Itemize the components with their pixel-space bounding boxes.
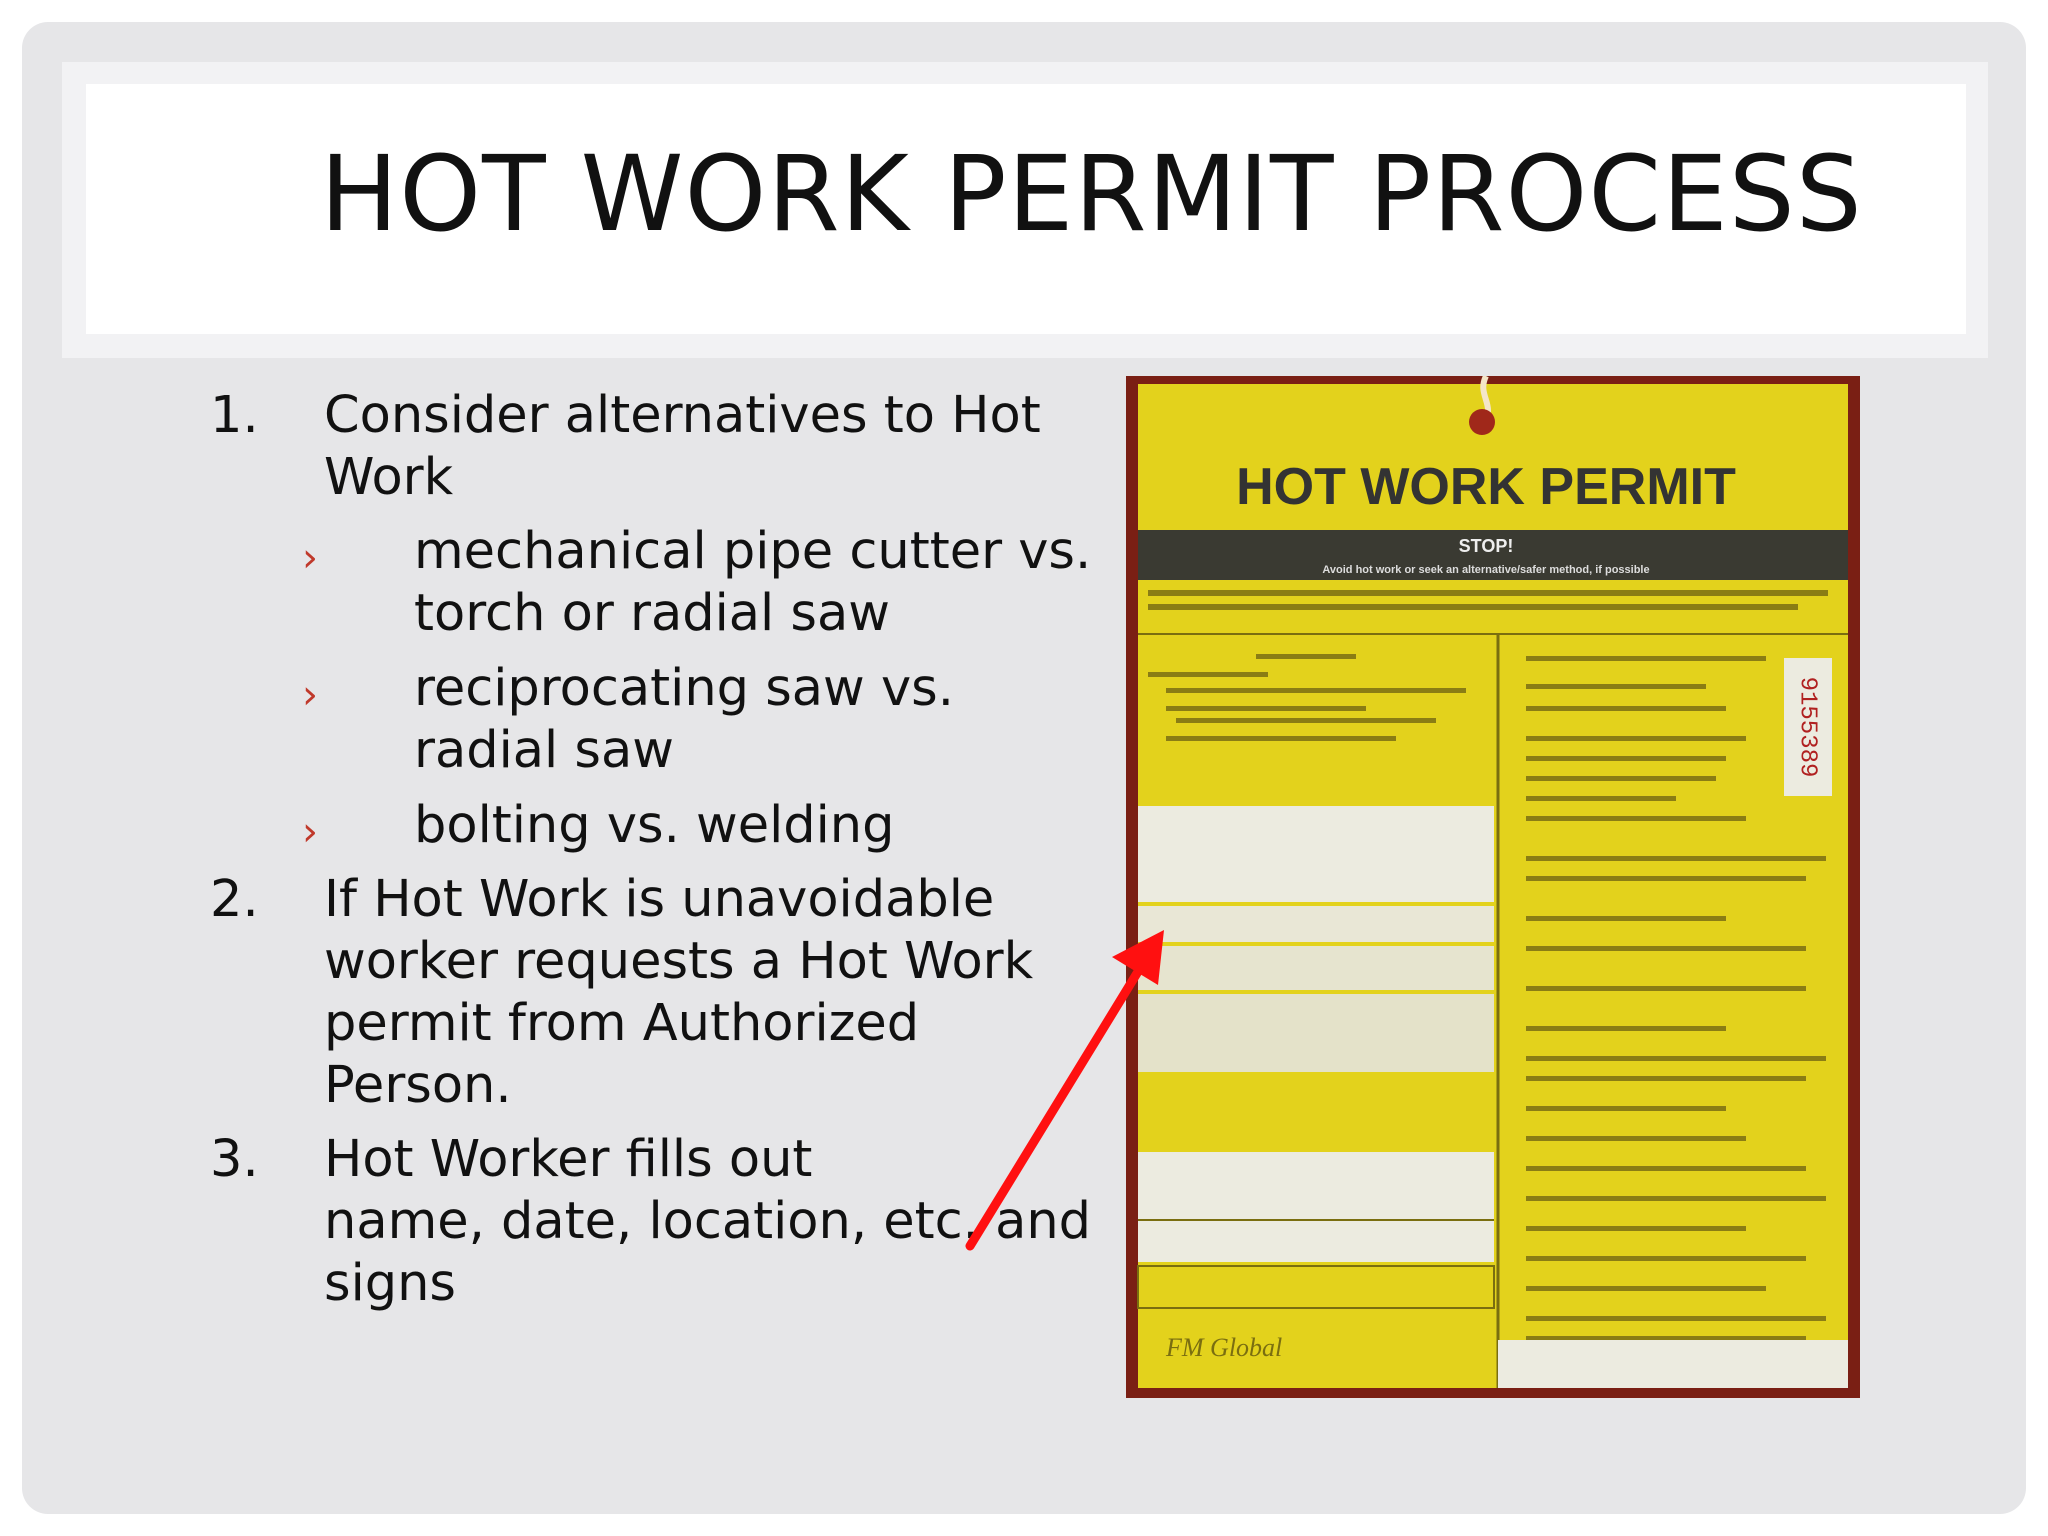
item-number: 3. — [210, 1130, 259, 1189]
fm-global-logo: FM Global — [1166, 1333, 1283, 1362]
item-number: 2. — [210, 870, 259, 929]
item-text-line: signs — [324, 1254, 457, 1313]
bullet-chevron-icon: › — [302, 535, 318, 581]
bullet-chevron-icon: › — [302, 809, 318, 855]
bullet-chevron-icon: › — [302, 672, 318, 718]
subitem-text-line: reciprocating saw vs. — [414, 659, 954, 718]
arrow-shaft — [970, 952, 1150, 1246]
item-text-line: If Hot Work is unavoidable — [324, 870, 995, 929]
stop-label: STOP! — [1458, 536, 1514, 556]
item-text-line: Hot Worker fills out — [324, 1130, 813, 1189]
item-text-line: permit from Authorized — [324, 994, 920, 1053]
subitem-text-line: mechanical pipe cutter vs. — [414, 522, 1092, 581]
stop-subtext: Avoid hot work or seek an alternative/safer method, if possible — [1322, 564, 1650, 576]
subitem-text-line: torch or radial saw — [414, 584, 890, 643]
item-text-line: Consider alternatives to Hot — [324, 386, 1041, 445]
subitem-text-line: radial saw — [414, 721, 674, 780]
item-text-line: worker requests a Hot Work — [324, 932, 1034, 991]
item-text-line: Work — [324, 448, 454, 507]
subitem-text-line: bolting vs. welding — [414, 796, 895, 855]
item-number: 1. — [210, 386, 259, 445]
slide-title: HOT WORK PERMIT PROCESS — [320, 133, 1863, 255]
permit-heading: HOT WORK PERMIT — [1236, 458, 1736, 516]
item-text-line: Person. — [324, 1056, 512, 1115]
item-text-line: name, date, location, etc. and — [324, 1192, 1092, 1251]
serial-number: 9155389 — [1793, 676, 1821, 778]
